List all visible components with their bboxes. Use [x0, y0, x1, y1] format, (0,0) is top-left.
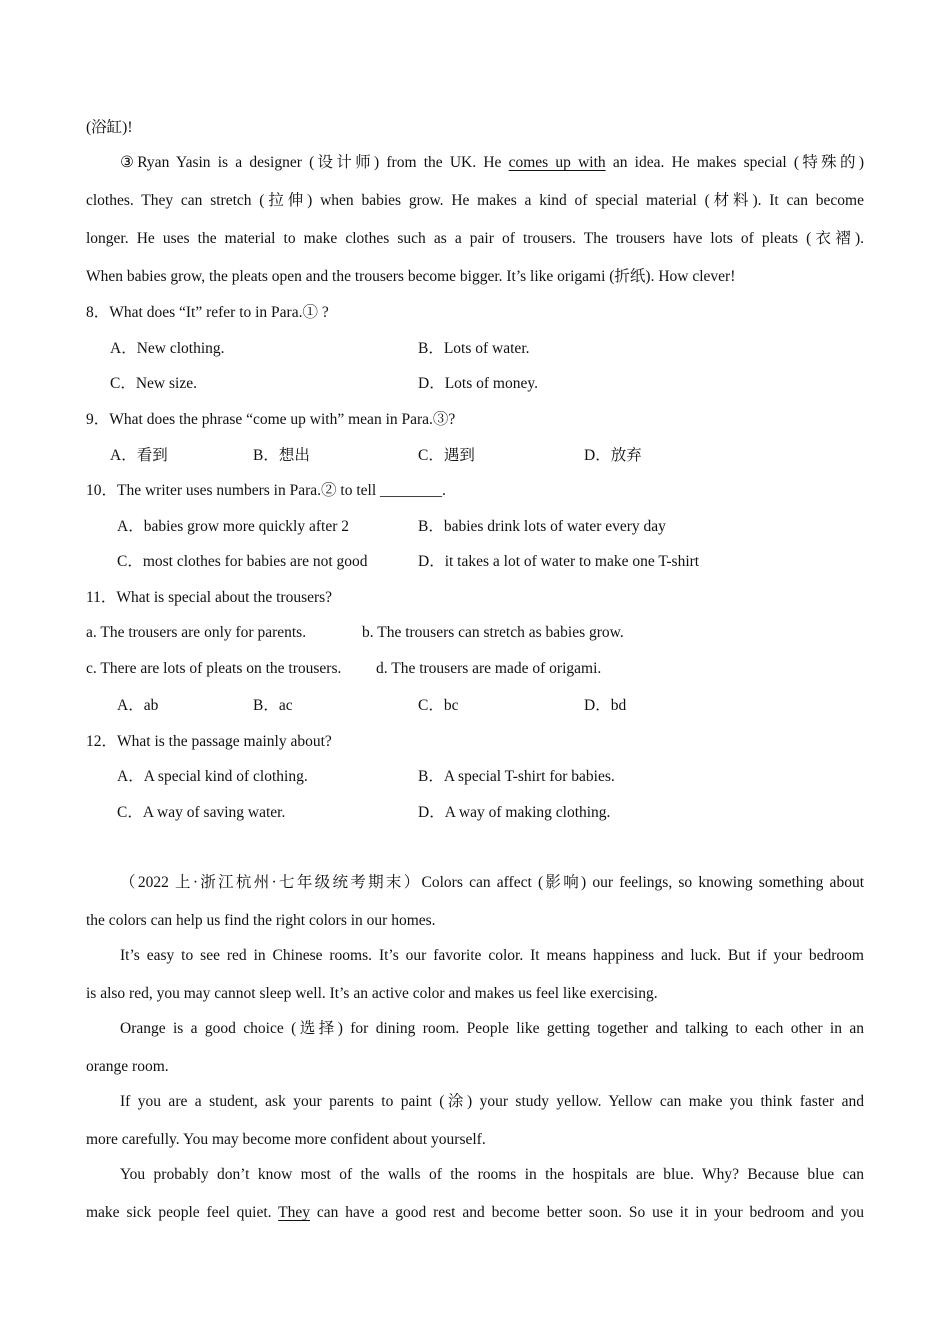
question-8-option-c: C．New size. [110, 375, 197, 392]
question-12-option-c: C．A way of saving water. [117, 804, 286, 821]
passage-2-red-line-2: is also red, you may cannot sleep well. It’s an active color and makes us feel like exercising. [86, 985, 658, 1002]
passage-2-orange-line-1: Orange is a good choice (选择) for dining room. People like getting together and talking to each other in an [120, 1020, 864, 1037]
question-11-statement-c: c. There are lots of pleats on the trousers. [86, 660, 342, 677]
question-11-stem: 11．What is special about the trousers? [86, 589, 333, 606]
question-12-option-a: A．A special kind of clothing. [117, 768, 308, 785]
underlined-word: They [278, 1204, 310, 1221]
question-11-statement-d: d. The trousers are made of origami. [376, 660, 602, 677]
text-segment: ③Ryan Yasin is a designer (设计师) from the UK. He [120, 154, 509, 171]
question-9-option-d: D．放弃 [584, 447, 642, 464]
question-10-stem: 10．The writer uses numbers in Para.② to tell ________. [86, 482, 446, 499]
paragraph-3-line-1 [120, 153, 864, 173]
question-12-option-b: B．A special T-shirt for babies. [418, 768, 615, 785]
passage-2-intro-line-2: the colors can help us find the right colors in our homes. [86, 912, 436, 929]
paragraph-3-line-4: When babies grow, the pleats open and the trousers become bigger. It’s like origami (折纸). How clever! [86, 268, 736, 285]
passage-2-blue-line-1: You probably don’t know most of the walls of the rooms in the hospitals are blue. Why? Because blue can [120, 1166, 864, 1183]
question-8-option-b: B．Lots of water. [418, 340, 530, 357]
passage-2-yellow-line-1: If you are a student, ask your parents to paint (涂) your study yellow. Yellow can make you think faster and [120, 1093, 864, 1110]
text-segment: can have a good rest and become better soon. So use it in your bedroom and you [309, 1204, 864, 1221]
question-10-option-a: A．babies grow more quickly after 2 [117, 518, 350, 535]
question-11-statement-a: a. The trousers are only for parents. [86, 624, 307, 641]
question-10-option-c: C．most clothes for babies are not good [117, 553, 368, 570]
underlined-phrase: comes up with [508, 154, 606, 171]
question-9-option-a: A．看到 [110, 447, 168, 464]
text-segment: make sick people feel quiet. [86, 1204, 279, 1221]
question-9-stem: 9．What does the phrase “come up with” mean in Para.③? [86, 411, 456, 428]
question-9-option-c: C．遇到 [418, 447, 475, 464]
question-8-option-d: D．Lots of money. [418, 375, 538, 392]
passage-2-intro-line-1: （2022 上·浙江杭州·七年级统考期末）Colors can affect (影响) our feelings, so knowing something about [120, 874, 864, 891]
question-8-option-a: A．New clothing. [110, 340, 225, 357]
question-12-option-d: D．A way of making clothing. [418, 804, 611, 821]
question-11-option-d: D．bd [584, 697, 627, 714]
passage-2-red-line-1: It’s easy to see red in Chinese rooms. It’s our favorite color. It means happiness and luck. But if your bedroom [120, 947, 864, 964]
question-11-option-b: B．ac [253, 697, 293, 714]
question-8-stem: 8．What does “It” refer to in Para.① ? [86, 304, 329, 321]
question-10-option-b: B．babies drink lots of water every day [418, 518, 666, 535]
passage-2-orange-line-2: orange room. [86, 1058, 169, 1075]
question-12-stem: 12．What is the passage mainly about? [86, 733, 332, 750]
question-10-option-d: D．it takes a lot of water to make one T-shirt [418, 553, 700, 570]
question-9-option-b: B．想出 [253, 447, 310, 464]
passage-line: (浴缸)! [86, 119, 133, 136]
text-segment: an idea. He makes special (特殊的) [605, 154, 864, 171]
question-11-option-c: C．bc [418, 697, 459, 714]
question-11-option-a: A．ab [117, 697, 159, 714]
paragraph-3-line-3: longer. He uses the material to make clothes such as a pair of trousers. The trousers have lots of pleats (衣褶). [86, 230, 864, 247]
passage-2-blue-line-2 [86, 1203, 864, 1223]
paragraph-3-line-2: clothes. They can stretch (拉伸) when babies grow. He makes a kind of special material (材料). It can become [86, 192, 864, 209]
passage-2-yellow-line-2: more carefully. You may become more confident about yourself. [86, 1131, 486, 1148]
question-11-statement-b: b. The trousers can stretch as babies grow. [362, 624, 624, 641]
